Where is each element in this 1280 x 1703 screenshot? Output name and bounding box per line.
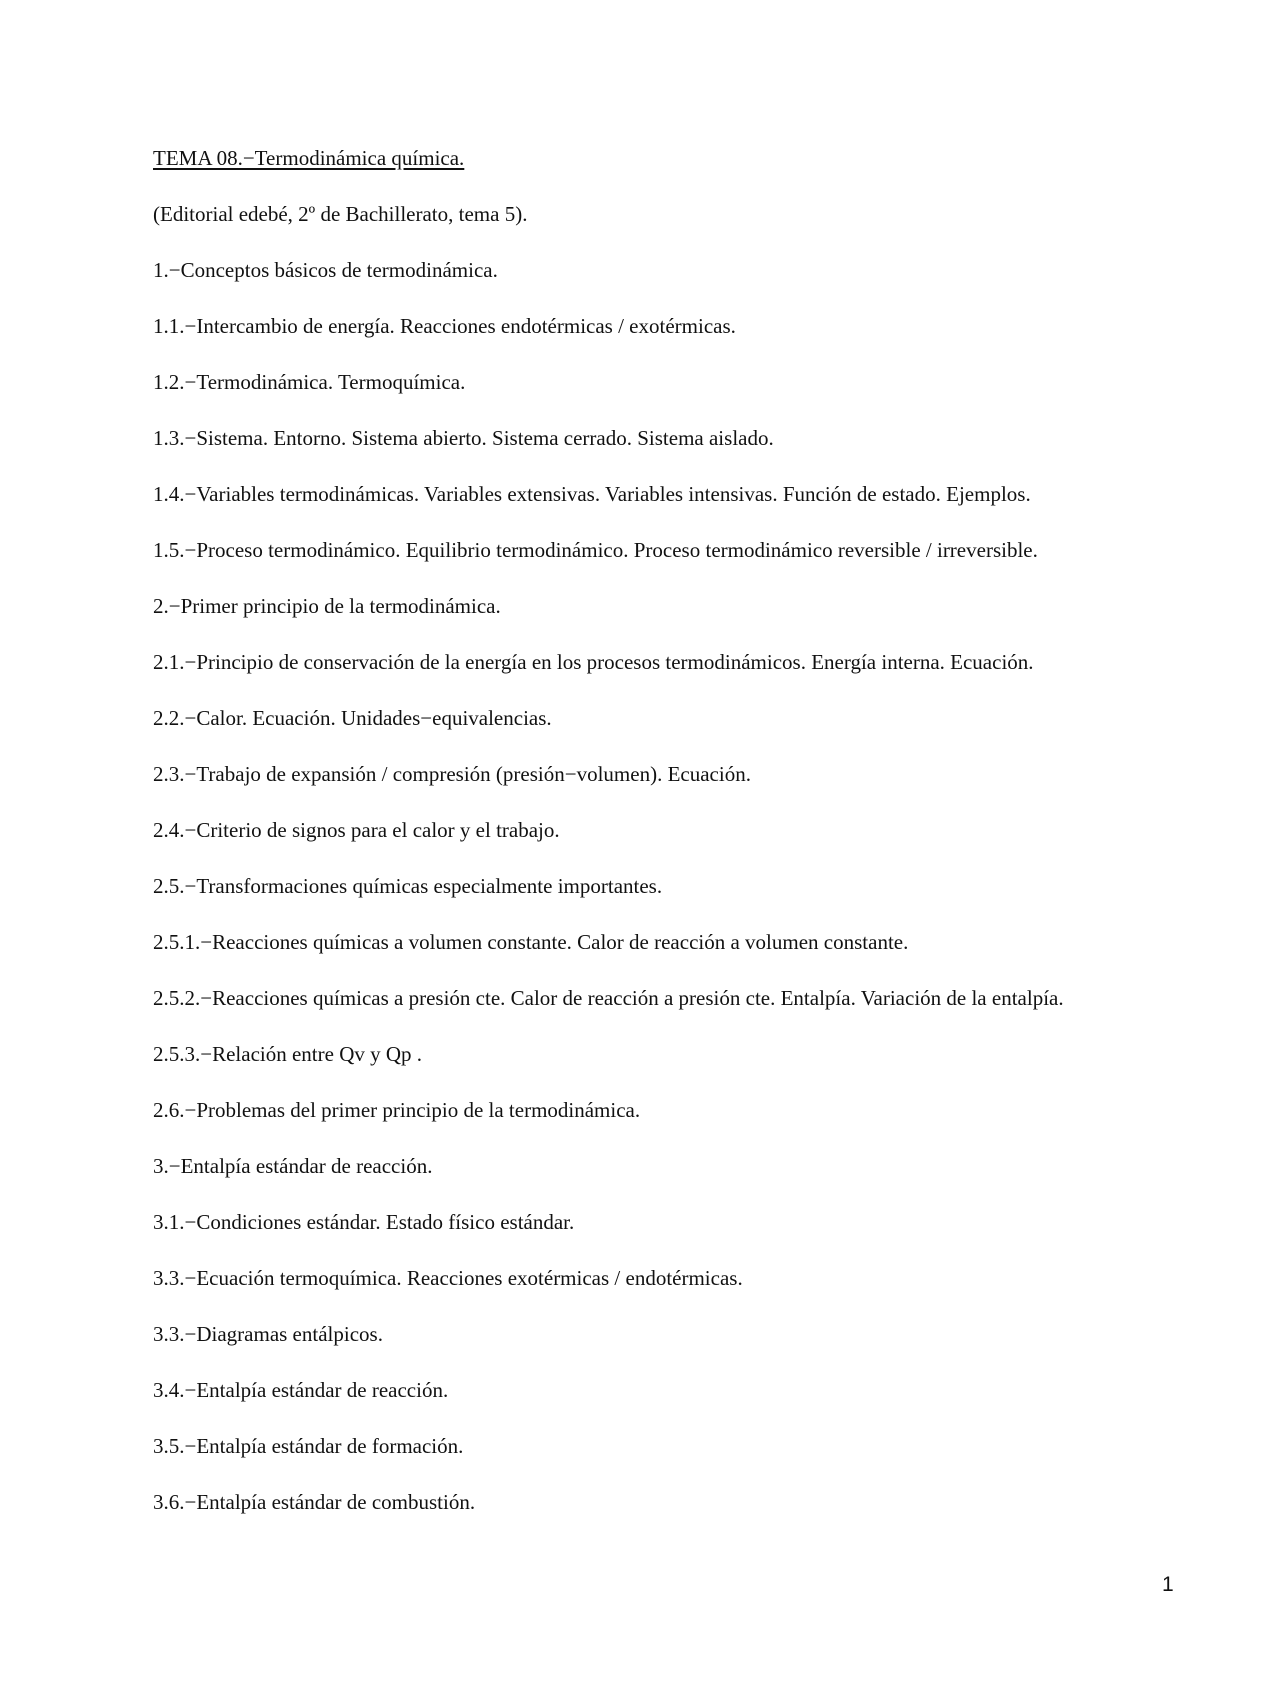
- document-line: 3.5.−Entalpía estándar de formación.: [153, 1434, 464, 1458]
- document-line: 1.2.−Termodinámica. Termoquímica.: [153, 370, 466, 394]
- document-line: 2.2.−Calor. Ecuación. Unidades−equivalencias.: [153, 706, 552, 730]
- document-line: 3.3.−Diagramas entálpicos.: [153, 1322, 383, 1346]
- document-line: 3.4.−Entalpía estándar de reacción.: [153, 1378, 449, 1402]
- document-line: 1.5.−Proceso termodinámico. Equilibrio termodinámico. Proceso termodinámico reversible / irreversible.: [153, 538, 1038, 562]
- document-line: 3.1.−Condiciones estándar. Estado físico estándar.: [153, 1210, 575, 1234]
- document-line: 2.−Primer principio de la termodinámica.: [153, 594, 501, 618]
- document-title: TEMA 08.−Termodinámica química.: [153, 146, 465, 170]
- document-line: 1.3.−Sistema. Entorno. Sistema abierto. Sistema cerrado. Sistema aislado.: [153, 426, 774, 450]
- document-line: 2.1.−Principio de conservación de la energía en los procesos termodinámicos. Energía interna. Ecuación.: [153, 650, 1034, 674]
- document-line: 3.3.−Ecuación termoquímica. Reacciones exotérmicas / endotérmicas.: [153, 1266, 743, 1290]
- page-number: 1: [1162, 1573, 1174, 1596]
- document-line: (Editorial edebé, 2º de Bachillerato, tema 5).: [153, 202, 528, 226]
- document-line: 1.−Conceptos básicos de termodinámica.: [153, 258, 498, 282]
- document-line: 2.5.3.−Relación entre Qv y Qp .: [153, 1042, 423, 1066]
- document-line: 3.−Entalpía estándar de reacción.: [153, 1154, 433, 1178]
- document-line: 2.5.−Transformaciones químicas especialmente importantes.: [153, 874, 663, 898]
- document-line: 2.6.−Problemas del primer principio de la termodinámica.: [153, 1098, 641, 1122]
- document-line: 1.1.−Intercambio de energía. Reacciones endotérmicas / exotérmicas.: [153, 314, 736, 338]
- document-line: 3.6.−Entalpía estándar de combustión.: [153, 1490, 476, 1514]
- document-line: 2.4.−Criterio de signos para el calor y el trabajo.: [153, 818, 560, 842]
- document-content: [153, 130, 1233, 1530]
- document-line: 2.3.−Trabajo de expansión / compresión (presión−volumen). Ecuación.: [153, 762, 751, 786]
- document-line: 1.4.−Variables termodinámicas. Variables extensivas. Variables intensivas. Función de estado. Ejemplos.: [153, 482, 1031, 506]
- document-line: 2.5.2.−Reacciones químicas a presión cte. Calor de reacción a presión cte. Entalpía. Variación de la entalpía.: [153, 986, 1064, 1010]
- document-line: 2.5.1.−Reacciones químicas a volumen constante. Calor de reacción a volumen constante.: [153, 930, 909, 954]
